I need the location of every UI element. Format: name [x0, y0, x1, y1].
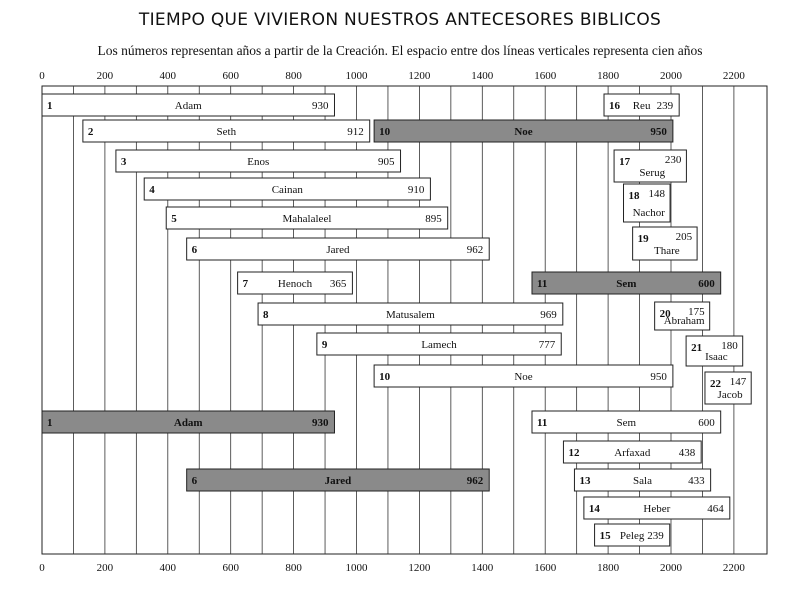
bar-number: 1 [47, 100, 53, 112]
bar-name: Noe [514, 371, 533, 383]
bar-name: Seth [216, 126, 237, 138]
bar-value: 905 [378, 156, 395, 168]
bar-value: 365 [329, 278, 347, 290]
x-tick-label-top: 1400 [471, 70, 494, 82]
bar-name: Peleg [619, 530, 645, 542]
bar-number: 13 [579, 475, 591, 487]
bar-value: 205 [675, 231, 693, 243]
bar-number: 17 [619, 156, 631, 168]
bar-value: 600 [698, 278, 715, 290]
bar-value: 950 [650, 126, 667, 138]
bar-noe-10 [374, 365, 673, 387]
bar-number: 11 [536, 417, 548, 429]
bar-name: Serug [639, 167, 666, 179]
bar-number: 6 [191, 244, 198, 256]
bar-sem-11 [532, 272, 721, 294]
bar-value: 464 [707, 503, 724, 515]
bar-number: 7 [242, 278, 249, 290]
chart-subtitle: Los números representan años a partir de la Creación. El espacio entre dos líneas verticales representa cien años [97, 43, 703, 58]
bar-jared-6 [187, 469, 490, 491]
bar-adam-1 [42, 411, 334, 433]
x-tick-label-bottom: 1000 [345, 562, 368, 574]
bar-name: Henoch [277, 278, 313, 290]
x-tick-label-bottom: 400 [159, 562, 177, 574]
bar-name: Sem [616, 417, 637, 429]
x-tick-label-top: 1800 [597, 70, 620, 82]
chart-title: TIEMPO QUE VIVIERON NUESTROS ANTECESORES BIBLICOS [138, 10, 662, 30]
bar-name: Enos [247, 156, 270, 168]
x-tick-label-top: 600 [222, 70, 239, 82]
bar-sala-13 [574, 469, 710, 491]
bar-name: Sala [633, 475, 653, 487]
bar-number: 2 [87, 126, 94, 138]
bar-name: Jared [326, 244, 350, 256]
bar-name: Nachor [632, 207, 665, 219]
bar-value: 600 [698, 417, 715, 429]
bar-arfaxad-12 [563, 441, 701, 463]
bar-name: Heber [643, 503, 671, 515]
x-tick-label-top: 200 [96, 70, 114, 82]
bar-value: 147 [729, 376, 747, 388]
bar-name: Jared [324, 475, 352, 487]
bar-reu-16 [604, 94, 679, 116]
bar-number: 9 [321, 339, 328, 351]
bar-matusalem-8 [258, 303, 563, 325]
bar-name: Noe [514, 126, 533, 138]
bar-name: Mahalaleel [282, 213, 332, 225]
bar-number: 4 [149, 184, 155, 196]
bar-jacob-22 [705, 372, 751, 404]
bar-serug-17 [614, 150, 686, 182]
x-tick-label-bottom: 800 [285, 562, 302, 574]
x-tick-label-top: 2200 [722, 70, 745, 82]
x-tick-label-top: 800 [285, 70, 302, 82]
bar-value: 930 [311, 100, 329, 112]
bar-value: 438 [678, 447, 696, 459]
bar-value: 969 [540, 309, 557, 321]
x-tick-label-bottom: 1800 [597, 562, 620, 574]
x-tick-label-top: 2000 [660, 70, 682, 82]
bar-number: 10 [379, 126, 391, 138]
x-tick-label-bottom: 600 [222, 562, 239, 574]
bar-number: 20 [659, 308, 671, 320]
bar-name: Jacob [717, 389, 743, 401]
bar-name: Arfaxad [614, 447, 651, 459]
bar-adam-1 [42, 94, 334, 116]
bar-thare-19 [633, 227, 697, 260]
bar-number: 11 [536, 278, 548, 290]
bar-noe-10 [374, 120, 673, 142]
x-tick-label-top: 400 [159, 70, 177, 82]
bar-name: Sem [616, 278, 637, 290]
bar-name: Isaac [705, 351, 728, 363]
bar-nachor-18 [624, 184, 671, 222]
x-tick-label-bottom: 1200 [408, 562, 431, 574]
bar-number: 14 [588, 503, 600, 515]
bar-value: 930 [311, 417, 329, 429]
bar-name: Thare [654, 245, 680, 257]
bar-jared-6 [187, 238, 490, 260]
bar-number: 15 [599, 530, 611, 542]
bar-peleg-15 [595, 524, 670, 546]
bar-name: Lamech [421, 339, 457, 351]
bar-value: 239 [647, 530, 664, 542]
x-tick-label-top: 1200 [408, 70, 431, 82]
bar-number: 22 [709, 378, 721, 390]
x-tick-label-bottom: 200 [96, 562, 114, 574]
bar-number: 18 [628, 190, 640, 202]
bar-name: Adam [174, 100, 202, 112]
bar-number: 8 [263, 309, 269, 321]
bar-value: 175 [688, 306, 705, 318]
bar-isaac-21 [686, 336, 743, 366]
x-tick-label-bottom: 1400 [471, 562, 494, 574]
bar-number: 12 [568, 447, 580, 459]
bar-number: 19 [637, 233, 649, 245]
bar-number: 1 [47, 417, 53, 429]
bar-number: 3 [120, 156, 127, 168]
bar-value: 895 [425, 213, 442, 225]
bar-cainan-4 [144, 178, 430, 200]
x-tick-label-bottom: 2000 [660, 562, 682, 574]
bar-number: 5 [171, 213, 177, 225]
bar-value: 148 [648, 188, 666, 200]
x-tick-label-bottom: 0 [39, 562, 45, 574]
x-tick-label-top: 0 [39, 70, 45, 82]
bar-name: Matusalem [385, 309, 435, 321]
bar-number: 16 [609, 100, 621, 112]
bar-value: 230 [664, 154, 682, 166]
bar-number: 21 [691, 342, 703, 354]
bar-value: 777 [538, 339, 556, 351]
x-tick-label-top: 1600 [534, 70, 557, 82]
bar-value: 950 [650, 371, 667, 383]
bar-number: 6 [191, 475, 198, 487]
bar-mahalaleel-5 [166, 207, 447, 229]
bar-name: Cainan [271, 184, 303, 196]
x-tick-label-bottom: 2200 [722, 562, 745, 574]
bar-value: 239 [656, 100, 674, 112]
bar-value: 910 [407, 184, 425, 196]
bar-lamech-9 [317, 333, 561, 355]
bar-name: Abraham [663, 315, 705, 327]
bar-seth-2 [83, 120, 370, 142]
bar-name: Adam [173, 417, 203, 429]
bar-enos-3 [116, 150, 401, 172]
bar-henoch-7 [238, 272, 353, 294]
bar-sem-11 [532, 411, 721, 433]
x-tick-label-top: 1000 [345, 70, 368, 82]
bar-value: 180 [721, 340, 738, 352]
bar-value: 962 [466, 475, 484, 487]
x-tick-label-bottom: 1600 [534, 562, 557, 574]
bar-number: 10 [379, 371, 391, 383]
bar-abraham-20 [655, 302, 710, 330]
bar-heber-14 [584, 497, 730, 519]
bar-value: 912 [347, 126, 364, 138]
bar-value: 433 [688, 475, 705, 487]
bar-value: 962 [466, 244, 484, 256]
bar-name: Reu [632, 100, 651, 112]
